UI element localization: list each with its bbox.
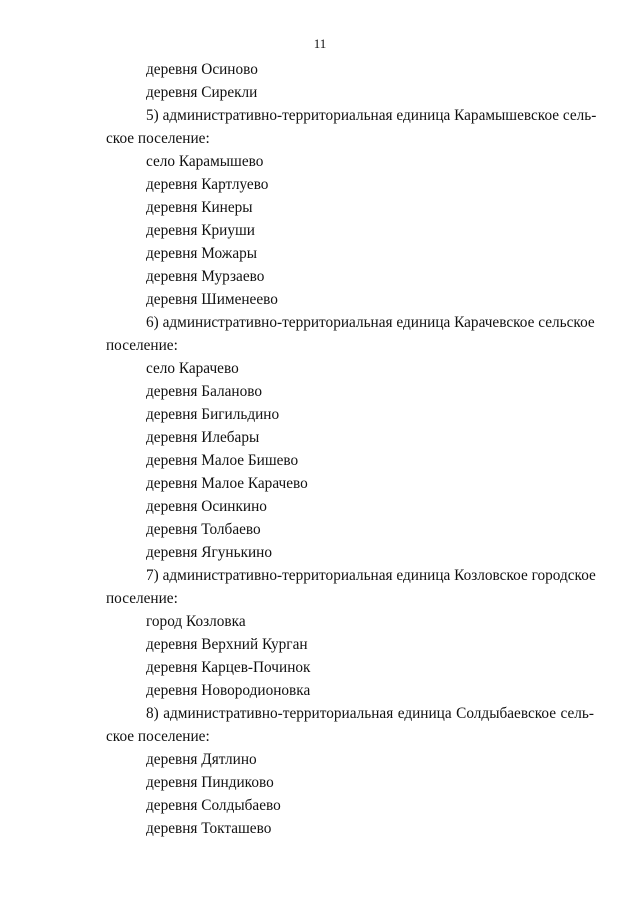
text-line: 6) административно-территориальная единица Карачевское сельское: [146, 314, 595, 331]
text-line: деревня Сирекли: [146, 84, 258, 101]
text-line: 7) административно-территориальная единица Козловское городское: [146, 567, 596, 584]
text-line: деревня Новородионовка: [146, 682, 311, 699]
text-line: деревня Можары: [146, 245, 258, 262]
text-line: деревня Илебары: [146, 429, 260, 446]
text-line: село Карачево: [146, 360, 239, 377]
text-line: город Козловка: [146, 613, 246, 630]
text-line: деревня Бигильдино: [146, 406, 280, 423]
text-line: поселение:: [106, 337, 178, 354]
text-line: поселение:: [106, 590, 178, 607]
text-line: деревня Шименеево: [146, 291, 278, 308]
text-line: 8) административно-территориальная единица Солдыбаевское сель-: [146, 705, 594, 722]
text-line: деревня Солдыбаево: [146, 797, 281, 814]
text-line: деревня Баланово: [146, 383, 263, 400]
text-line: деревня Карцев-Починок: [146, 659, 311, 676]
text-line: ское поселение:: [106, 728, 210, 745]
document-body: [106, 58, 597, 840]
page-number: 11: [313, 36, 327, 51]
text-line: деревня Токташево: [146, 820, 272, 837]
text-line: деревня Малое Карачево: [146, 475, 308, 492]
text-line: деревня Осинкино: [146, 498, 267, 515]
text-line: деревня Пиндиково: [146, 774, 274, 791]
text-line: деревня Малое Бишево: [146, 452, 299, 469]
text-line: деревня Криуши: [146, 222, 255, 239]
text-line: деревня Дятлино: [146, 751, 257, 768]
text-line: деревня Мурзаево: [146, 268, 265, 285]
text-line: ское поселение:: [106, 130, 210, 147]
text-line: деревня Ягунькино: [146, 544, 273, 561]
text-line: деревня Осиново: [146, 61, 258, 78]
text-line: деревня Толбаево: [146, 521, 261, 538]
text-line: село Карамышево: [146, 153, 264, 170]
text-line: деревня Верхний Курган: [146, 636, 308, 653]
text-line: деревня Кинеры: [146, 199, 253, 216]
text-line: деревня Картлуево: [146, 176, 269, 193]
text-line: 5) административно-территориальная единица Карамышевское сель-: [146, 107, 597, 124]
